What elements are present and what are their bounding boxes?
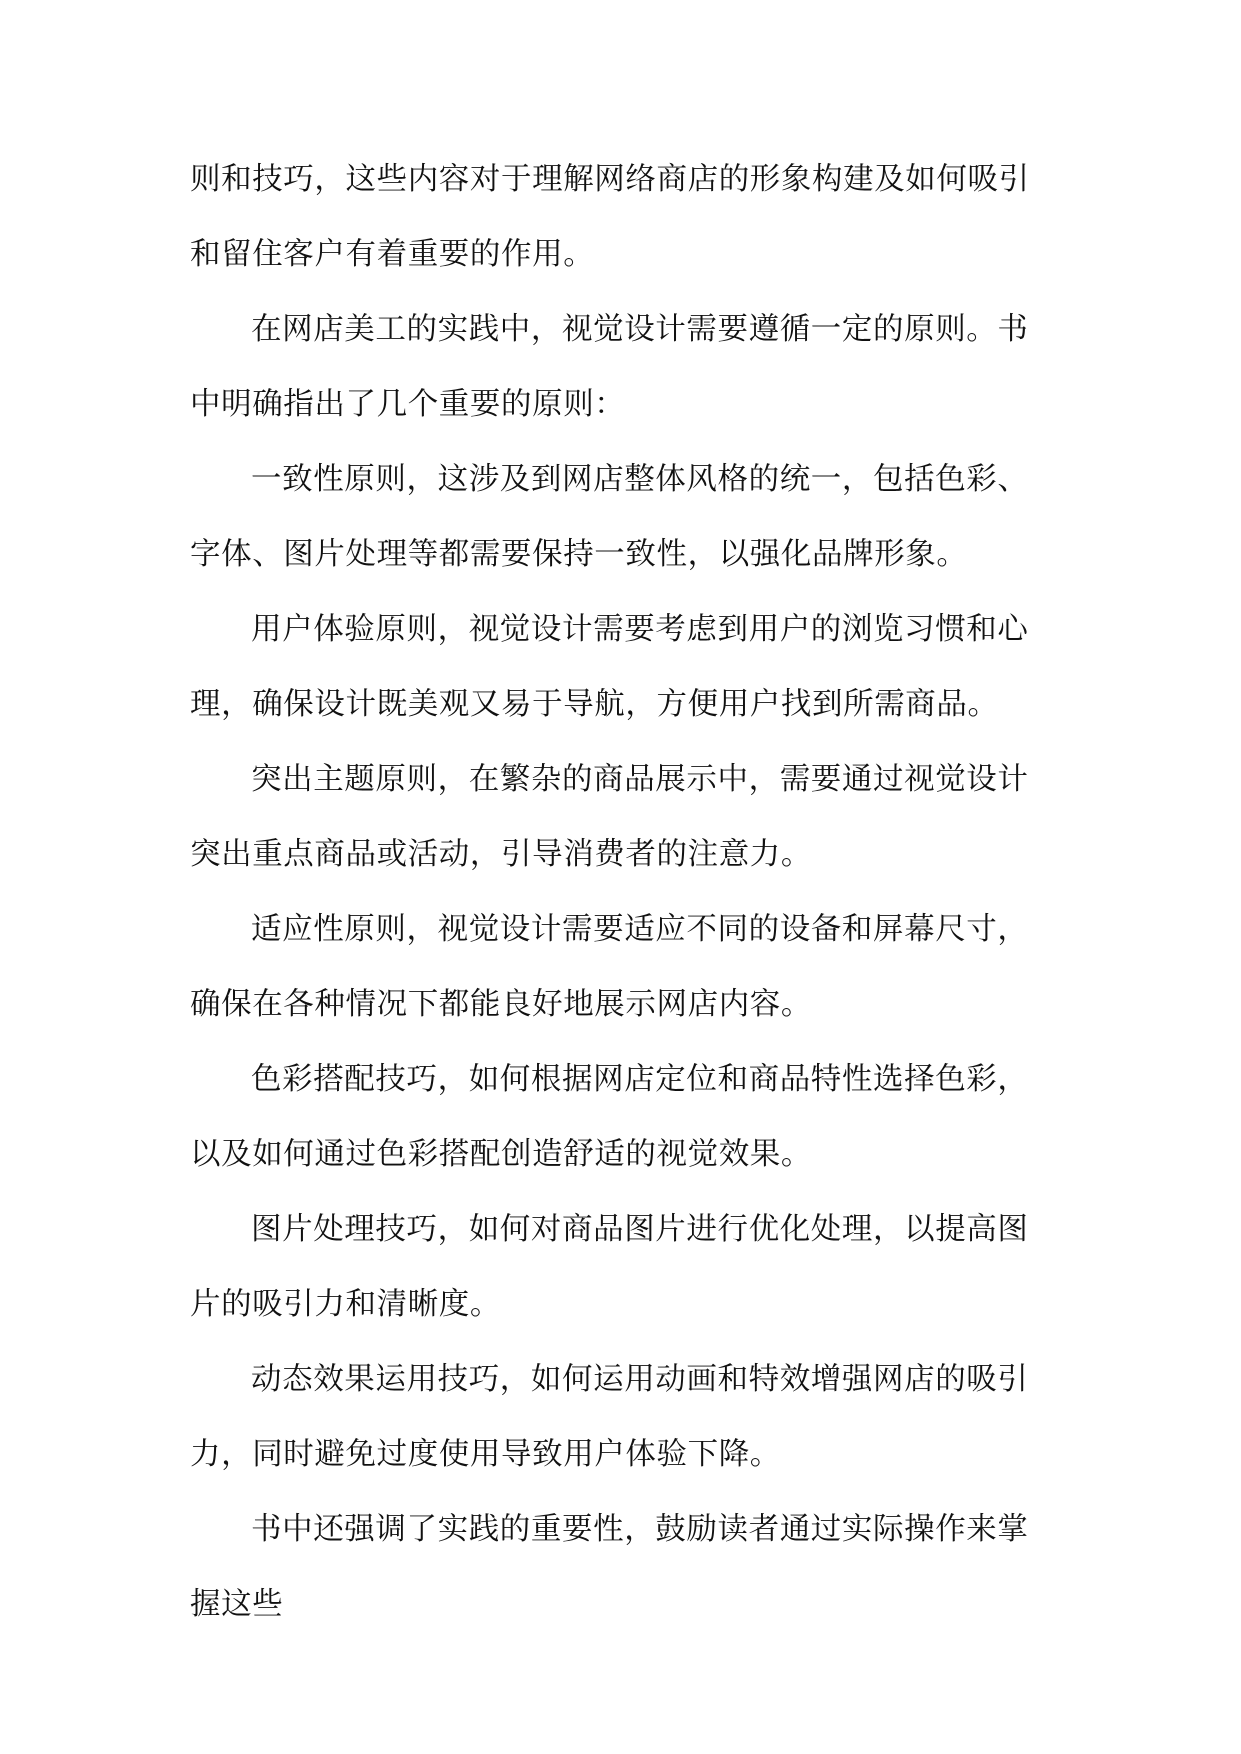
paragraph-2: 在网店美工的实践中，视觉设计需要遵循一定的原则。书中明确指出了几个重要的原则： (190, 312, 1029, 422)
paragraph-8: 图片处理技巧，如何对商品图片进行优化处理，以提高图片的吸引力和清晰度。 (190, 1212, 1029, 1322)
paragraph-9: 动态效果运用技巧，如何运用动画和特效增强网店的吸引力，同时避免过度使用导致用户体验下降。 (190, 1362, 1029, 1472)
paragraph-5: 突出主题原则，在繁杂的商品展示中，需要通过视觉设计突出重点商品或活动，引导消费者的注意力。 (190, 762, 1029, 872)
paragraph-4: 用户体验原则，视觉设计需要考虑到用户的浏览习惯和心理，确保设计既美观又易于导航，方便用户找到所需商品。 (190, 612, 1029, 722)
paragraph-7: 色彩搭配技巧，如何根据网店定位和商品特性选择色彩，以及如何通过色彩搭配创造舒适的视觉效果。 (190, 1062, 1029, 1172)
paragraph-1: 则和技巧，这些内容对于理解网络商店的形象构建及如何吸引和留住客户有着重要的作用。 (190, 162, 1030, 272)
paragraph-6: 适应性原则，视觉设计需要适应不同的设备和屏幕尺寸，确保在各种情况下都能良好地展示网店内容。 (190, 912, 1029, 1022)
document-body (190, 142, 1055, 1642)
paragraph-3: 一致性原则，这涉及到网店整体风格的统一，包括色彩、字体、图片处理等都需要保持一致性，以强化品牌形象。 (190, 462, 1029, 572)
paragraph-10: 书中还强调了实践的重要性，鼓励读者通过实际操作来掌握这些 (190, 1512, 1029, 1622)
